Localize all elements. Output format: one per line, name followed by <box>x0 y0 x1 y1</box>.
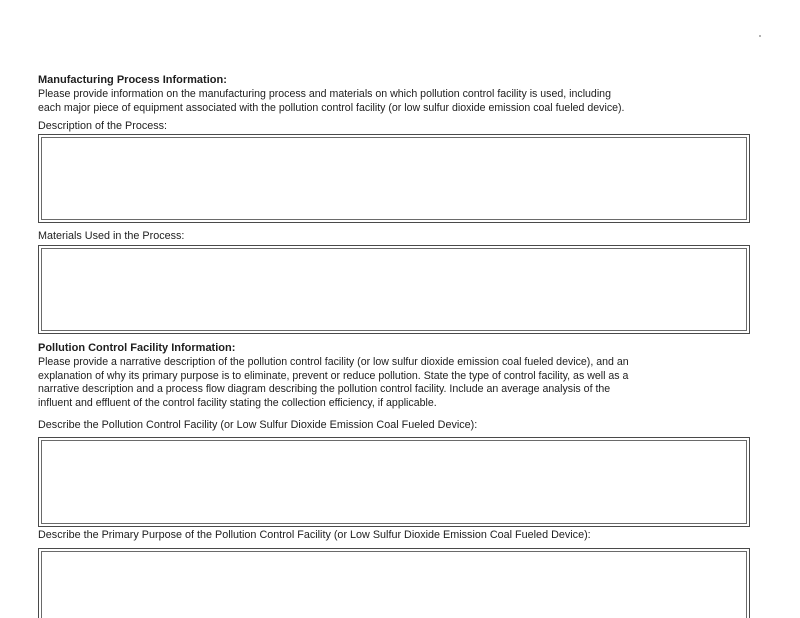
process-description-field[interactable] <box>38 134 750 223</box>
materials-label: Materials Used in the Process: <box>38 230 185 242</box>
pollution-control-instructions <box>38 356 754 410</box>
field-inner-border <box>41 551 747 618</box>
form-page <box>38 0 754 618</box>
field-inner-border <box>41 248 747 331</box>
instruction-line: Please provide a narrative description of the pollution control facility (or low sulfur dioxide emission coal fueled device), and an <box>38 356 629 368</box>
instruction-line: narrative description and a process flow diagram describing the pollution control facility. Include an average analysis of the <box>38 383 611 395</box>
describe-facility-label: Describe the Pollution Control Facility (or Low Sulfur Dioxide Emission Coal Fueled Device): <box>38 419 478 431</box>
describe-facility-field[interactable] <box>38 437 750 527</box>
pollution-control-heading: Pollution Control Facility Information: <box>38 342 236 354</box>
instruction-line: influent and effluent of the control facility stating the collection efficiency, if applicable. <box>38 396 437 409</box>
field-inner-border <box>41 137 747 220</box>
manufacturing-heading: Manufacturing Process Information: <box>38 74 227 86</box>
materials-field[interactable] <box>38 245 750 334</box>
instruction-line: Please provide information on the manufacturing process and materials on which pollution control facility is used, including <box>38 88 611 100</box>
manufacturing-instructions <box>38 88 754 115</box>
primary-purpose-label: Describe the Primary Purpose of the Pollution Control Facility (or Low Sulfur Dioxide Emission Coal Fueled Device): <box>38 529 591 541</box>
instruction-line: each major piece of equipment associated with the pollution control facility (or low sulfur dioxide emission coal fueled device). <box>38 101 625 114</box>
field-inner-border <box>41 440 747 524</box>
primary-purpose-field[interactable] <box>38 548 750 618</box>
process-description-label: Description of the Process: <box>38 120 168 132</box>
instruction-line: explanation of why its primary purpose is to eliminate, prevent or reduce pollution. State the type of control facility, as well as a <box>38 369 629 382</box>
scan-speck <box>759 35 761 37</box>
